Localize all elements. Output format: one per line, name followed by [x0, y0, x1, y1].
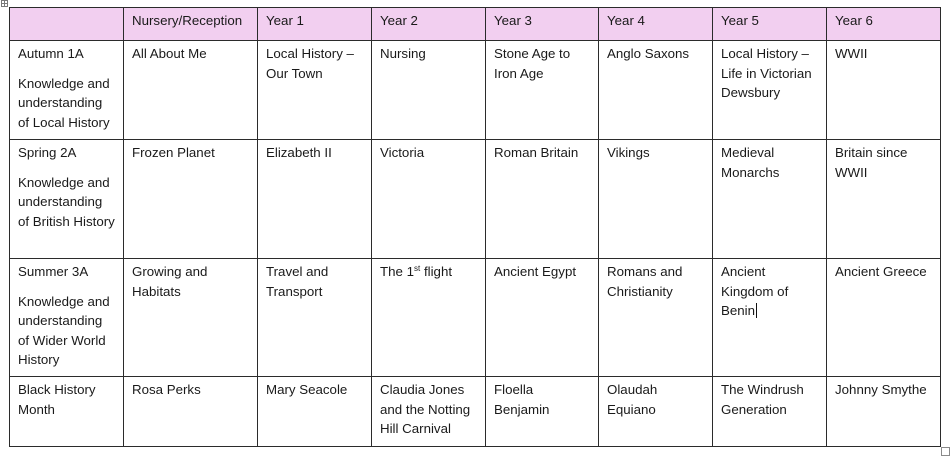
term-cell-autumn[interactable]: [10, 41, 124, 140]
table-row-summer: [10, 259, 941, 377]
term-description: Knowledge and understanding of Local History: [18, 75, 110, 130]
table-row-black-history-month: [10, 377, 941, 447]
header-cell-year-5[interactable]: Year 5: [713, 8, 827, 41]
table-header-row: [10, 8, 941, 41]
table-cell-first-flight[interactable]: [372, 259, 486, 377]
table-move-handle-icon[interactable]: [1, 0, 8, 7]
cell-text: Ancient Kingdom of Benin: [721, 264, 789, 318]
table-cell[interactable]: Floella Benjamin: [486, 377, 599, 447]
term-cell-summer[interactable]: [10, 259, 124, 377]
table-cell[interactable]: Rosa Perks: [124, 377, 258, 447]
table-cell[interactable]: Medieval Monarchs: [713, 140, 827, 259]
table-cell[interactable]: Johnny Smythe: [827, 377, 941, 447]
table-cell[interactable]: Anglo Saxons: [599, 41, 713, 140]
term-name: Spring 2A: [18, 145, 77, 160]
table-cell[interactable]: Romans and Christianity: [599, 259, 713, 377]
table-cell[interactable]: Mary Seacole: [258, 377, 372, 447]
table-cell[interactable]: Olaudah Equiano: [599, 377, 713, 447]
table-cell[interactable]: Growing and Habitats: [124, 259, 258, 377]
header-cell-nursery-reception[interactable]: Nursery/Reception: [124, 8, 258, 41]
header-cell-year-4[interactable]: Year 4: [599, 8, 713, 41]
cell-text: The 1: [380, 264, 415, 279]
term-description: Knowledge and understanding of British History: [18, 174, 115, 229]
term-name: Autumn 1A: [18, 46, 84, 61]
term-cell-black-history-month[interactable]: [10, 377, 124, 447]
table-row-spring: [10, 140, 941, 259]
table-cell[interactable]: Stone Age to Iron Age: [486, 41, 599, 140]
table-cell[interactable]: Elizabeth II: [258, 140, 372, 259]
table-cell[interactable]: Britain since WWII: [827, 140, 941, 259]
term-cell-spring[interactable]: [10, 140, 124, 259]
table-cell[interactable]: Local History – Our Town: [258, 41, 372, 140]
history-curriculum-table: [9, 7, 941, 447]
table-cell[interactable]: The Windrush Generation: [713, 377, 827, 447]
table-cell[interactable]: All About Me: [124, 41, 258, 140]
table-cell[interactable]: Ancient Egypt: [486, 259, 599, 377]
table-cell[interactable]: Victoria: [372, 140, 486, 259]
term-name: Black History Month: [18, 382, 96, 417]
header-cell-year-3[interactable]: Year 3: [486, 8, 599, 41]
cell-text-suffix: flight: [420, 264, 453, 279]
table-cell[interactable]: Roman Britain: [486, 140, 599, 259]
table-cell-benin[interactable]: [713, 259, 827, 377]
header-cell-year-2[interactable]: Year 2: [372, 8, 486, 41]
table-cell[interactable]: Local History – Life in Victorian Dewsbury: [713, 41, 827, 140]
table-cell[interactable]: Nursing: [372, 41, 486, 140]
table-row-autumn: [10, 41, 941, 140]
text-cursor: [756, 303, 757, 318]
header-cell-year-1[interactable]: Year 1: [258, 8, 372, 41]
ordinal-suffix: st: [414, 264, 421, 273]
header-cell-empty[interactable]: [10, 8, 124, 41]
table-cell[interactable]: Travel and Transport: [258, 259, 372, 377]
table-resize-handle-icon[interactable]: [941, 447, 950, 456]
table-cell[interactable]: Claudia Jones and the Notting Hill Carnival: [372, 377, 486, 447]
table-cell[interactable]: Vikings: [599, 140, 713, 259]
term-description: Knowledge and understanding of Wider World History: [18, 293, 110, 367]
header-cell-year-6[interactable]: Year 6: [827, 8, 941, 41]
term-name: Summer 3A: [18, 264, 89, 279]
table-cell[interactable]: WWII: [827, 41, 941, 140]
table-cell[interactable]: Frozen Planet: [124, 140, 258, 259]
table-cell[interactable]: Ancient Greece: [827, 259, 941, 377]
